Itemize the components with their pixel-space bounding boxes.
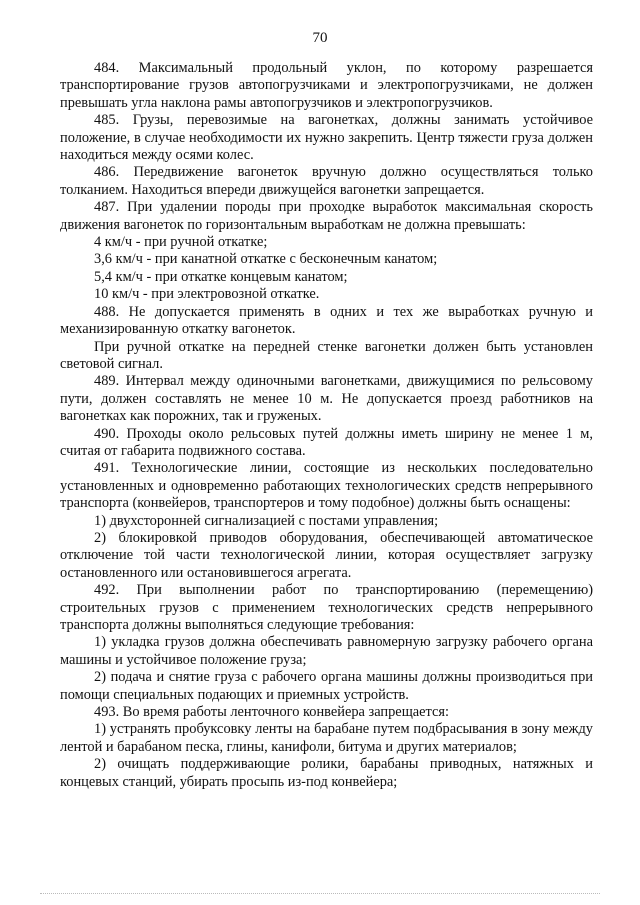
speed-limit-item: 4 км/ч - при ручной откатке; xyxy=(94,234,268,251)
list-item: 2) блокировкой приводов оборудования, обеспечивающей автоматическое отключение той части технологической линии, которая осуществляет загрузку остановленного или остановившегося агрегата. xyxy=(60,529,593,581)
paragraph-492: 492. При выполнении работ по транспортированию (перемещению) строительных грузов с применением технологических средств непрерывного транспорта должны выполняться следующие требования: xyxy=(60,582,593,633)
paragraph-490: 490. Проходы около рельсовых путей должны иметь ширину не менее 1 м, считая от габарита подвижного состава. xyxy=(60,425,593,459)
speed-limit-item: 3,6 км/ч - при канатной откатке с бесконечным канатом; xyxy=(94,251,438,268)
paragraph-491: 491. Технологические линии, состоящие из нескольких последовательно установленных и одновременно работающих технологических средств непрерывного транспорта (конвейеров, транспортеров и тому подобное) должны быть оснащены: xyxy=(60,460,593,512)
page-number: 70 xyxy=(312,30,328,46)
document-body xyxy=(60,60,593,791)
list-item: 2) подача и снятие груза с рабочего органа машины должны производиться при помощи специальных подающих и приемных устройств. xyxy=(60,669,593,703)
paragraph-486: 486. Передвижение вагонеток вручную должно осуществляться только толканием. Находиться впереди движущейся вагонетки запрещается. xyxy=(60,164,593,198)
paragraph-484: 484. Максимальный продольный уклон, по которому разрешается транспортирование грузов автопогрузчиками и электропогрузчиками, не должен превышать угла наклона рамы автопогрузчиков и электропогрузчиков. xyxy=(60,60,593,111)
scan-edge-divider xyxy=(40,893,600,895)
speed-limit-item: 5,4 км/ч - при откатке концевым канатом; xyxy=(94,268,348,285)
speed-limit-item: 10 км/ч - при электровозной откатке. xyxy=(94,286,320,303)
list-item: 1) укладка грузов должна обеспечивать равномерную загрузку рабочего органа машины и устойчивое положение груза; xyxy=(60,634,593,668)
paragraph-489: 489. Интервал между одиночными вагонетками, движущимися по рельсовому пути, должен составлять не менее 10 м. Не допускается проезд работников на вагонетках как порожних, так и груженых. xyxy=(60,373,593,425)
paragraph-488: 488. Не допускается применять в одних и тех же выработках ручную и механизированную откатку вагонеток. xyxy=(60,303,593,338)
paragraph-488-note: При ручной откатке на передней стенке вагонетки должен быть установлен световой сигнал. xyxy=(60,338,593,372)
list-item: 2) очищать поддерживающие ролики, барабаны приводных, натяжных и концевых станций, убирать просыпь из-под конвейера; xyxy=(60,756,593,790)
list-item: 1) двухсторонней сигнализацией с постами управления; xyxy=(94,512,439,529)
paragraph-487: 487. При удалении породы при проходке выработок максимальная скорость движения вагонеток по горизонтальным выработкам не должна превышать: xyxy=(60,199,593,233)
paragraph-493: 493. Во время работы ленточного конвейера запрещается: xyxy=(94,704,450,721)
paragraph-485: 485. Грузы, перевозимые на вагонетках, должны занимать устойчивое положение, в случае необходимости их нужно закрепить. Центр тяжести груза должен находиться между осями колес. xyxy=(60,112,593,164)
list-item: 1) устранять пробуксовку ленты на барабане путем подбрасывания в зону между лентой и барабаном песка, глины, канифоли, битума и других материалов; xyxy=(60,721,593,755)
